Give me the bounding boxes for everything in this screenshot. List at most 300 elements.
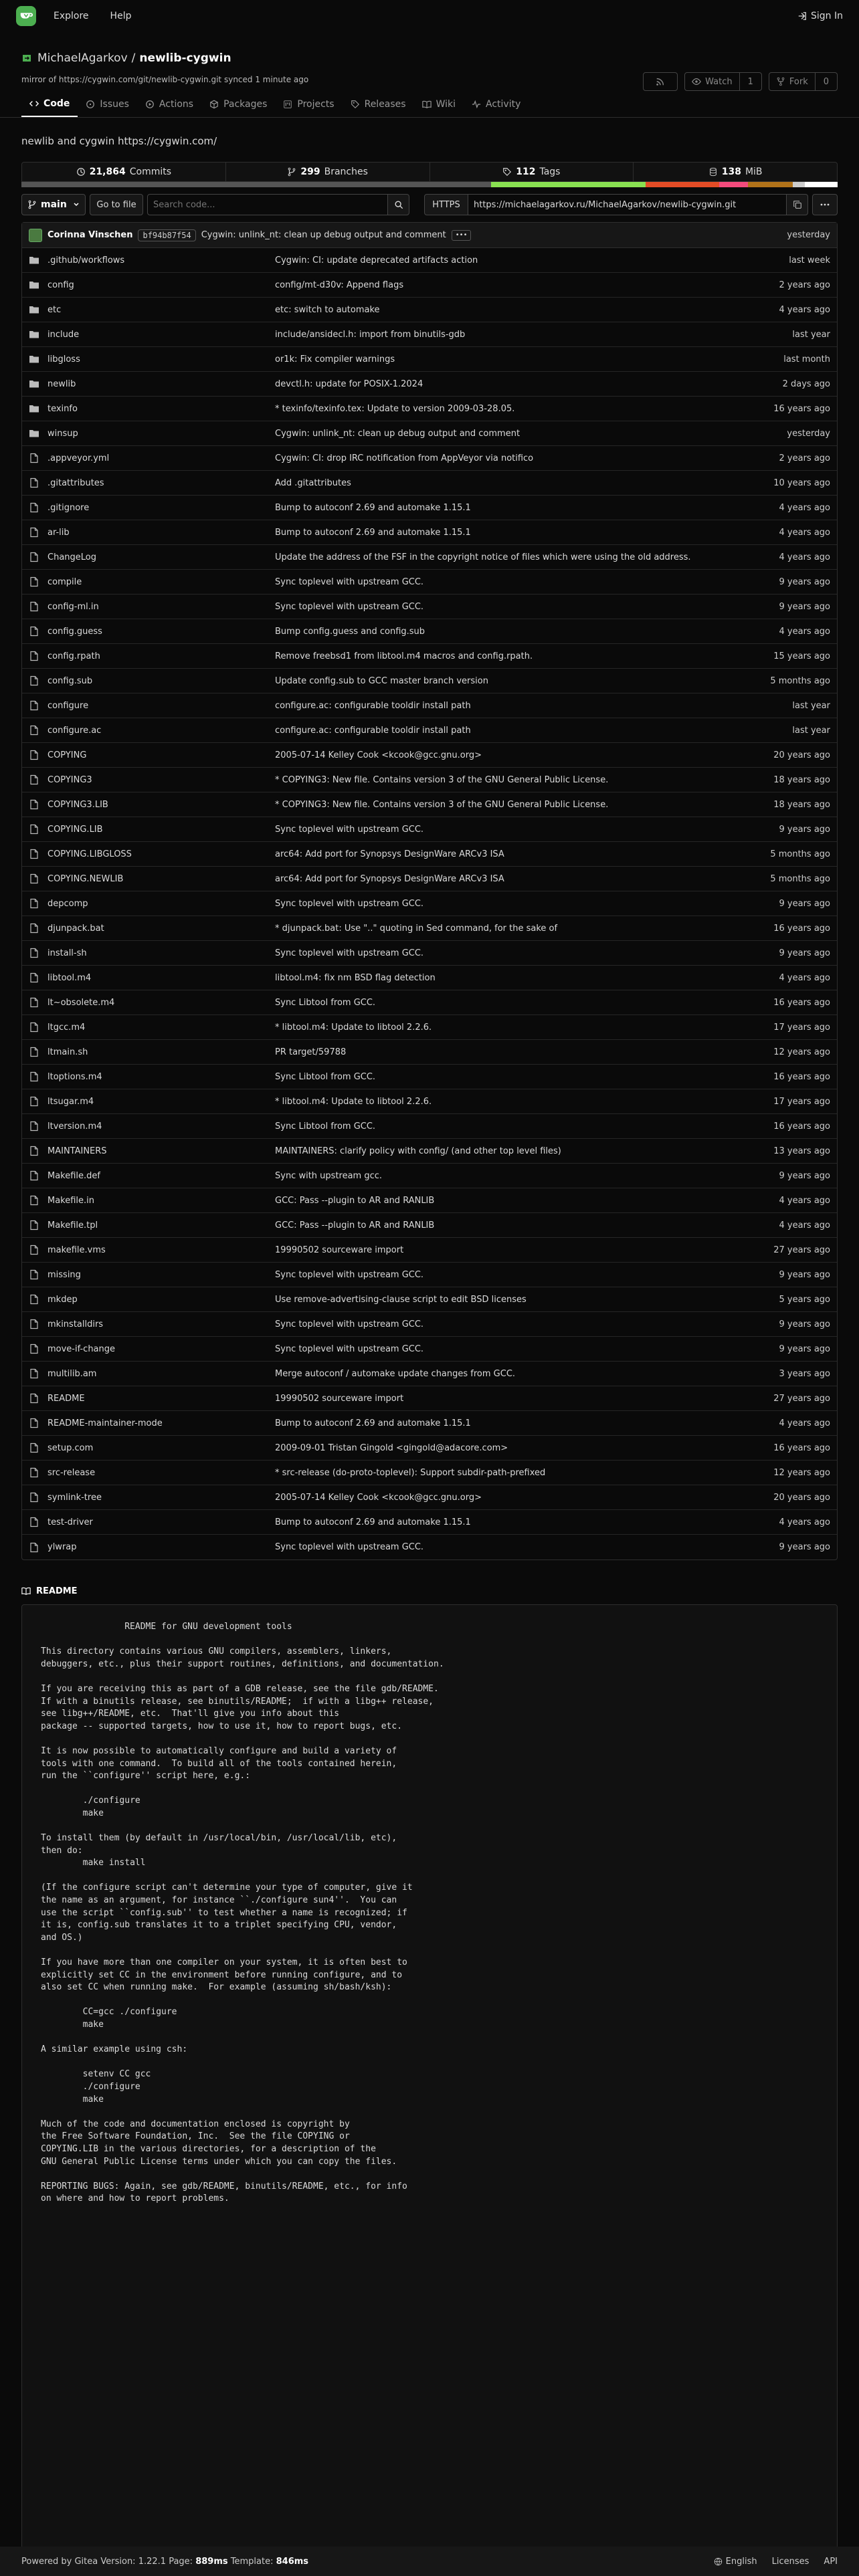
file-row[interactable] (22, 446, 837, 471)
file-name-link[interactable]: COPYING3.LIB (47, 799, 108, 810)
signin-link[interactable] (797, 11, 843, 21)
file-row[interactable] (22, 595, 837, 619)
rss-button[interactable] (643, 72, 678, 91)
tab-projects[interactable] (275, 91, 342, 117)
language-bar[interactable] (21, 182, 838, 187)
file-commit-message[interactable]: Sync Libtool from GCC. (275, 997, 376, 1008)
language-segment[interactable] (719, 182, 748, 187)
file-row[interactable] (22, 891, 837, 916)
file-icon (29, 1517, 39, 1527)
file-name-link[interactable]: COPYING (47, 750, 87, 760)
file-commit-message[interactable]: Merge autoconf / automake update changes from GCC. (275, 1368, 516, 1379)
avatar[interactable] (29, 229, 42, 242)
code-search-button[interactable] (388, 194, 409, 215)
file-name-link[interactable]: makefile.vms (47, 1245, 106, 1255)
file-commit-time: 12 years ago (773, 1467, 830, 1478)
language-segment[interactable] (748, 182, 793, 187)
file-name-link[interactable]: multilib.am (47, 1368, 97, 1379)
folder-icon (29, 329, 39, 340)
tab-releases[interactable] (343, 91, 414, 117)
file-commit-time: 18 years ago (773, 799, 830, 810)
kebab-horizontal-icon (820, 199, 830, 210)
file-name-link[interactable]: config (47, 280, 74, 290)
file-commit-message[interactable]: libtool.m4: fix nm BSD flag detection (275, 972, 436, 983)
file-row[interactable] (22, 1386, 837, 1411)
repo-description: newlib and cygwin https://cygwin.com/ (21, 135, 217, 147)
stat-commits[interactable] (22, 163, 226, 181)
copy-url-button[interactable] (787, 194, 808, 215)
file-row[interactable] (22, 1436, 837, 1461)
file-commit-time: last month (783, 354, 830, 364)
file-icon (29, 527, 39, 538)
file-commit-message[interactable]: Bump to autoconf 2.69 and automake 1.15.1 (275, 1517, 471, 1527)
tab-label: Activity (486, 98, 521, 110)
fork-button[interactable] (769, 72, 838, 91)
file-commit-time: 4 years ago (779, 1418, 830, 1428)
file-commit-message[interactable]: configure.ac: configurable tooldir install path (275, 700, 471, 711)
file-name-link[interactable]: texinfo (47, 403, 78, 414)
file-commit-time: 9 years ago (779, 948, 830, 958)
file-name-link[interactable]: config-ml.in (47, 601, 99, 612)
file-icon (29, 1022, 39, 1033)
file-commit-message[interactable]: Sync toplevel with upstream GCC. (275, 1542, 424, 1552)
file-icon (29, 1542, 39, 1553)
file-commit-message[interactable]: GCC: Pass --plugin to AR and RANLIB (275, 1195, 435, 1206)
file-name-link[interactable]: include (47, 329, 80, 340)
file-icon (29, 1442, 39, 1453)
file-commit-message[interactable]: Update config.sub to GCC master branch version (275, 675, 488, 686)
file-commit-time: 4 years ago (779, 304, 830, 315)
file-commit-time: 4 years ago (779, 1220, 830, 1230)
file-icon (29, 774, 39, 785)
file-name-link[interactable]: ylwrap (47, 1542, 77, 1552)
file-commit-time: 4 years ago (779, 1195, 830, 1206)
file-row[interactable] (22, 644, 837, 669)
file-name-link[interactable]: src-release (47, 1467, 96, 1478)
file-name-link[interactable]: config.guess (47, 626, 102, 637)
file-name-link[interactable]: COPYING.NEWLIB (47, 873, 124, 884)
file-commit-message[interactable]: include/ansidecl.h: import from binutils-gdb (275, 329, 466, 340)
latest-commit (22, 223, 837, 248)
nav-explore[interactable]: Explore (54, 11, 89, 21)
file-commit-message[interactable]: arc64: Add port for Synopsys DesignWare ARCv3 ISA (275, 873, 504, 884)
file-commit-message[interactable]: Remove freebsd1 from libtool.m4 macros and config.rpath. (275, 651, 533, 661)
file-commit-message[interactable]: etc: switch to automake (275, 304, 380, 315)
file-row[interactable] (22, 990, 837, 1015)
size-unit: MiB (745, 167, 763, 177)
book-icon (422, 100, 432, 109)
tab-packages[interactable] (201, 91, 275, 117)
tab-wiki[interactable] (414, 91, 464, 117)
file-row[interactable] (22, 421, 837, 446)
file-commit-message[interactable]: 2005-07-14 Kelley Cook <kcook@gcc.gnu.org> (275, 1492, 482, 1503)
file-name-link[interactable]: test-driver (47, 1517, 93, 1527)
file-row[interactable] (22, 1287, 837, 1312)
file-commit-time: 16 years ago (773, 923, 830, 934)
file-name-link[interactable]: configure.ac (47, 725, 102, 736)
file-commit-time: 4 years ago (779, 502, 830, 513)
file-row[interactable] (22, 669, 837, 693)
file-row[interactable] (22, 966, 837, 990)
file-row[interactable] (22, 1089, 837, 1114)
code-search-input[interactable] (147, 194, 388, 215)
file-commit-message[interactable]: GCC: Pass --plugin to AR and RANLIB (275, 1220, 435, 1230)
file-row[interactable] (22, 520, 837, 545)
commit-author[interactable]: Corinna Vinschen (47, 230, 133, 240)
file-commit-message[interactable]: Sync toplevel with upstream GCC. (275, 576, 424, 587)
commit-message[interactable]: Cygwin: unlink_nt: clean up debug output and comment (201, 230, 446, 240)
language-label: English (725, 2556, 757, 2567)
watch-count[interactable]: 1 (739, 73, 761, 90)
file-commit-message[interactable]: config/mt-d30v: Append flags (275, 280, 404, 290)
file-commit-message[interactable]: Update the address of the FSF in the copyright notice of files which were using the old address. (275, 552, 691, 562)
stat-tags[interactable] (430, 163, 634, 181)
teacup-icon (19, 9, 33, 23)
file-row[interactable] (22, 1065, 837, 1089)
file-commit-message[interactable]: Bump config.guess and config.sub (275, 626, 425, 637)
folder-icon (29, 255, 39, 265)
file-row[interactable] (22, 1263, 837, 1287)
file-row[interactable] (22, 1114, 837, 1139)
file-row[interactable] (22, 768, 837, 792)
file-name-link[interactable]: .gitattributes (47, 477, 104, 488)
file-row[interactable] (22, 817, 837, 842)
file-commit-time: 16 years ago (773, 1442, 830, 1453)
file-name-link[interactable]: ltmain.sh (47, 1047, 88, 1057)
file-row[interactable] (22, 347, 837, 372)
file-row[interactable] (22, 372, 837, 397)
file-name-link[interactable]: missing (47, 1269, 81, 1280)
file-name-link[interactable]: ltoptions.m4 (47, 1071, 102, 1082)
file-icon (29, 700, 39, 711)
file-commit-message[interactable]: MAINTAINERS: clarify policy with config/ (and other top level files) (275, 1146, 561, 1156)
folder-icon (29, 403, 39, 414)
file-commit-message[interactable]: Cygwin: CI: drop IRC notification from AppVeyor via notifico (275, 453, 534, 463)
tab-activity[interactable] (464, 91, 529, 117)
file-row[interactable] (22, 1535, 837, 1560)
file-row[interactable] (22, 273, 837, 298)
file-name-link[interactable]: libgloss (47, 354, 80, 364)
version-value: 1.22.1 (138, 2556, 167, 2567)
file-name-link[interactable]: compile (47, 576, 82, 587)
language-segment[interactable] (491, 182, 646, 187)
file-commit-time: 17 years ago (773, 1022, 830, 1033)
file-name-link[interactable]: mkinstalldirs (47, 1319, 104, 1329)
file-row[interactable] (22, 1015, 837, 1040)
file-row[interactable] (22, 916, 837, 941)
powered-by-link[interactable] (21, 2557, 98, 2567)
tab-issues[interactable] (78, 91, 137, 117)
file-row[interactable] (22, 496, 837, 520)
repo-owner-link[interactable]: MichaelAgarkov (37, 51, 128, 65)
file-name-link[interactable]: MAINTAINERS (47, 1146, 107, 1156)
file-commit-message[interactable]: Sync with upstream gcc. (275, 1170, 383, 1181)
file-name-link[interactable]: djunpack.bat (47, 923, 104, 934)
file-commit-message[interactable]: arc64: Add port for Synopsys DesignWare ARCv3 ISA (275, 849, 504, 859)
file-icon (29, 948, 39, 958)
gitea-logo[interactable] (16, 6, 36, 26)
tab-actions[interactable] (137, 91, 201, 117)
branches-count: 299 (300, 167, 320, 177)
file-commit-message[interactable]: 2005-07-14 Kelley Cook <kcook@gcc.gnu.org> (275, 750, 482, 760)
clone-url-input[interactable] (468, 194, 787, 215)
file-row[interactable] (22, 1188, 837, 1213)
file-commit-time: 27 years ago (773, 1393, 830, 1404)
file-commit-message[interactable]: Add .gitattributes (275, 477, 351, 488)
file-icon (29, 873, 39, 884)
file-name-link[interactable]: install-sh (47, 948, 87, 958)
file-commit-message[interactable]: devctl.h: update for POSIX-1.2024 (275, 379, 423, 389)
more-options-button[interactable] (812, 194, 838, 215)
file-row[interactable] (22, 1139, 837, 1164)
file-commit-message[interactable]: * libtool.m4: Update to libtool 2.2.6. (275, 1022, 432, 1033)
file-row[interactable] (22, 1238, 837, 1263)
project-icon (283, 100, 292, 109)
file-commit-message[interactable]: PR target/59788 (275, 1047, 347, 1057)
file-commit-message[interactable]: Sync toplevel with upstream GCC. (275, 1269, 424, 1280)
file-commit-message[interactable]: 19990502 sourceware import (275, 1245, 404, 1255)
file-commit-message[interactable]: Sync Libtool from GCC. (275, 1071, 376, 1082)
tab-label: Packages (223, 98, 268, 110)
branch-selector[interactable] (21, 194, 86, 215)
file-row[interactable] (22, 1510, 837, 1535)
file-commit-message[interactable]: Bump to autoconf 2.69 and automake 1.15.1 (275, 502, 471, 513)
file-name-link[interactable]: .appveyor.yml (47, 453, 110, 463)
file-commit-time: last year (792, 700, 830, 711)
file-commit-message[interactable]: Sync Libtool from GCC. (275, 1121, 376, 1132)
api-link[interactable]: API (824, 2556, 838, 2567)
file-commit-time: 4 years ago (779, 972, 830, 983)
commit-expand-button[interactable]: ••• (452, 230, 472, 241)
file-row[interactable] (22, 298, 837, 322)
file-name-link[interactable]: symlink-tree (47, 1492, 102, 1503)
file-commit-time: 3 years ago (779, 1368, 830, 1379)
file-name-link[interactable]: etc (47, 304, 62, 315)
file-commit-message[interactable]: Sync toplevel with upstream GCC. (275, 1319, 424, 1329)
file-name-link[interactable]: lt~obsolete.m4 (47, 997, 115, 1008)
file-name-link[interactable]: newlib (47, 379, 76, 389)
file-commit-time: 9 years ago (779, 824, 830, 835)
stat-branches[interactable] (226, 163, 430, 181)
eye-icon (692, 77, 701, 86)
file-name-link[interactable]: ltversion.m4 (47, 1121, 102, 1132)
file-commit-time: 9 years ago (779, 1170, 830, 1181)
file-commit-message[interactable]: Sync toplevel with upstream GCC. (275, 601, 424, 612)
rss-icon (656, 77, 665, 86)
file-icon (29, 1071, 39, 1082)
nav-help[interactable]: Help (110, 11, 132, 21)
file-icon (29, 1170, 39, 1181)
tab-label: Wiki (436, 98, 456, 110)
file-row[interactable] (22, 570, 837, 595)
file-commit-message[interactable]: * COPYING3: New file. Contains version 3 of the GNU General Public License. (275, 774, 609, 785)
tag-icon (351, 100, 360, 109)
file-row[interactable] (22, 718, 837, 743)
tab-label: Releases (364, 98, 406, 110)
file-icon (29, 1294, 39, 1305)
file-commit-message[interactable]: Bump to autoconf 2.69 and automake 1.15.1 (275, 1418, 471, 1428)
file-icon (29, 824, 39, 835)
globe-icon (714, 2557, 723, 2566)
file-icon (29, 1047, 39, 1057)
file-row[interactable] (22, 1411, 837, 1436)
file-commit-time: 9 years ago (779, 898, 830, 909)
file-name-link[interactable]: COPYING3 (47, 774, 92, 785)
tags-label: Tags (539, 167, 561, 177)
copy-icon (793, 200, 802, 209)
file-commit-message[interactable]: * COPYING3: New file. Contains version 3 of the GNU General Public License. (275, 799, 609, 810)
commits-count: 21,864 (89, 167, 126, 177)
signin-icon (797, 11, 807, 21)
file-commit-time: 9 years ago (779, 1269, 830, 1280)
top-navbar (0, 0, 859, 32)
file-commit-message[interactable]: Bump to autoconf 2.69 and automake 1.15.1 (275, 527, 471, 538)
file-commit-time: 4 years ago (779, 527, 830, 538)
file-icon (29, 477, 39, 488)
file-name-link[interactable]: move-if-change (47, 1344, 116, 1354)
file-row[interactable] (22, 1312, 837, 1337)
file-row[interactable] (22, 1213, 837, 1238)
file-name-link[interactable]: libtool.m4 (47, 972, 92, 983)
readme-header[interactable] (21, 1584, 838, 1598)
fork-count[interactable]: 0 (815, 73, 837, 90)
file-commit-time: 4 years ago (779, 1517, 830, 1527)
file-commit-message[interactable]: 19990502 sourceware import (275, 1393, 404, 1404)
file-icon (29, 1269, 39, 1280)
file-commit-message[interactable]: Use remove-advertising-clause script to edit BSD licenses (275, 1294, 527, 1305)
file-commit-message[interactable]: 2009-09-01 Tristan Gingold <gingold@adacore.com> (275, 1442, 508, 1453)
tab-code[interactable] (21, 91, 78, 117)
file-name-link[interactable]: .gitignore (47, 502, 90, 513)
file-name-link[interactable]: config.sub (47, 675, 93, 686)
commit-sha[interactable]: bf94b87f54 (138, 229, 195, 241)
file-row[interactable] (22, 619, 837, 644)
file-rows (22, 248, 837, 1560)
file-commit-message[interactable]: Cygwin: unlink_nt: clean up debug output and comment (275, 428, 520, 439)
repo-stats (21, 162, 838, 182)
file-name-link[interactable]: ar-lib (47, 527, 70, 538)
file-row[interactable] (22, 693, 837, 718)
file-row[interactable] (22, 471, 837, 496)
file-name-link[interactable]: COPYING.LIB (47, 824, 103, 835)
file-icon (29, 1393, 39, 1404)
file-commit-message[interactable]: or1k: Fix compiler warnings (275, 354, 395, 364)
file-row[interactable] (22, 867, 837, 891)
tab-label: Projects (297, 98, 335, 110)
file-row[interactable] (22, 248, 837, 273)
folder-icon (29, 304, 39, 315)
clone-protocol-button[interactable]: HTTPS (424, 194, 468, 215)
file-name-link[interactable]: Makefile.def (47, 1170, 101, 1181)
file-name-link[interactable]: README (47, 1393, 85, 1404)
file-commit-message[interactable]: configure.ac: configurable tooldir install path (275, 725, 471, 736)
file-commit-message[interactable]: * djunpack.bat: Use ".." quoting in Sed command, for the sake of (275, 923, 558, 934)
file-name-link[interactable]: setup.com (47, 1442, 94, 1453)
file-commit-time: last week (789, 255, 830, 265)
file-name-link[interactable]: .github/workflows (47, 255, 125, 265)
mirror-url-link[interactable]: https://cygwin.com/git/newlib-cygwin.git (58, 75, 222, 84)
file-name-link[interactable]: configure (47, 700, 89, 711)
file-name-link[interactable]: README-maintainer-mode (47, 1418, 163, 1428)
language-segment[interactable] (21, 182, 491, 187)
language-selector[interactable] (714, 2557, 757, 2567)
file-commit-message[interactable]: * libtool.m4: Update to libtool 2.2.6. (275, 1096, 432, 1107)
commit-time: yesterday (787, 230, 830, 240)
file-commit-time: 27 years ago (773, 1245, 830, 1255)
page-time-value: 889ms (195, 2556, 228, 2567)
licenses-link[interactable]: Licenses (771, 2556, 809, 2567)
file-row[interactable] (22, 1461, 837, 1485)
file-name-link[interactable]: depcomp (47, 898, 88, 909)
tab-label: Issues (100, 98, 129, 110)
stat-size (634, 163, 837, 181)
file-icon (29, 601, 39, 612)
file-name-link[interactable]: COPYING.LIBGLOSS (47, 849, 132, 859)
file-row[interactable] (22, 322, 837, 347)
book-icon (21, 1586, 31, 1596)
file-commit-message[interactable]: Sync toplevel with upstream GCC. (275, 948, 424, 958)
file-name-link[interactable]: ltsugar.m4 (47, 1096, 94, 1107)
branches-label: Branches (324, 167, 368, 177)
file-row[interactable] (22, 1362, 837, 1386)
file-commit-message[interactable]: Sync toplevel with upstream GCC. (275, 1344, 424, 1354)
file-row[interactable] (22, 792, 837, 817)
file-row[interactable] (22, 842, 837, 867)
file-icon (29, 1368, 39, 1379)
file-row[interactable] (22, 1485, 837, 1510)
file-commit-message[interactable]: Sync toplevel with upstream GCC. (275, 824, 424, 835)
file-icon (29, 675, 39, 686)
folder-icon (29, 379, 39, 389)
file-row[interactable] (22, 743, 837, 768)
go-to-file-button[interactable]: Go to file (90, 194, 143, 215)
file-name-link[interactable]: config.rpath (47, 651, 100, 661)
file-name-link[interactable]: Makefile.tpl (47, 1220, 98, 1230)
file-commit-message[interactable]: Cygwin: CI: update deprecated artifacts action (275, 255, 478, 265)
folder-icon (29, 354, 39, 364)
file-name-link[interactable]: Makefile.in (47, 1195, 95, 1206)
file-row[interactable] (22, 1337, 837, 1362)
file-commit-time: 20 years ago (773, 1492, 830, 1503)
file-icon (29, 453, 39, 463)
file-commit-time: 9 years ago (779, 1344, 830, 1354)
file-icon (29, 972, 39, 983)
file-row[interactable] (22, 545, 837, 570)
file-row[interactable] (22, 1164, 837, 1188)
file-name-link[interactable]: ChangeLog (47, 552, 96, 562)
file-icon (29, 502, 39, 513)
repo-name-link[interactable]: newlib-cygwin (139, 51, 231, 65)
language-segment[interactable] (793, 182, 805, 187)
file-row[interactable] (22, 397, 837, 421)
file-commit-time: 15 years ago (773, 651, 830, 661)
mirror-prefix: mirror of (21, 75, 57, 84)
file-row[interactable] (22, 941, 837, 966)
file-name-link[interactable]: mkdep (47, 1294, 78, 1305)
file-name-link[interactable]: winsup (47, 428, 78, 439)
file-name-link[interactable]: ltgcc.m4 (47, 1022, 86, 1033)
folder-icon (29, 428, 39, 439)
watch-button[interactable] (684, 72, 762, 91)
file-row[interactable] (22, 1040, 837, 1065)
language-segment[interactable] (805, 182, 838, 187)
language-segment[interactable] (646, 182, 719, 187)
file-commit-message[interactable]: * src-release (do-proto-toplevel): Support subdir-path-prefixed (275, 1467, 546, 1478)
file-commit-time: yesterday (787, 428, 830, 439)
file-commit-message[interactable]: * texinfo/texinfo.tex: Update to version 2009-03-28.05. (275, 403, 515, 414)
code-icon (29, 99, 39, 108)
file-commit-message[interactable]: Sync toplevel with upstream GCC. (275, 898, 424, 909)
